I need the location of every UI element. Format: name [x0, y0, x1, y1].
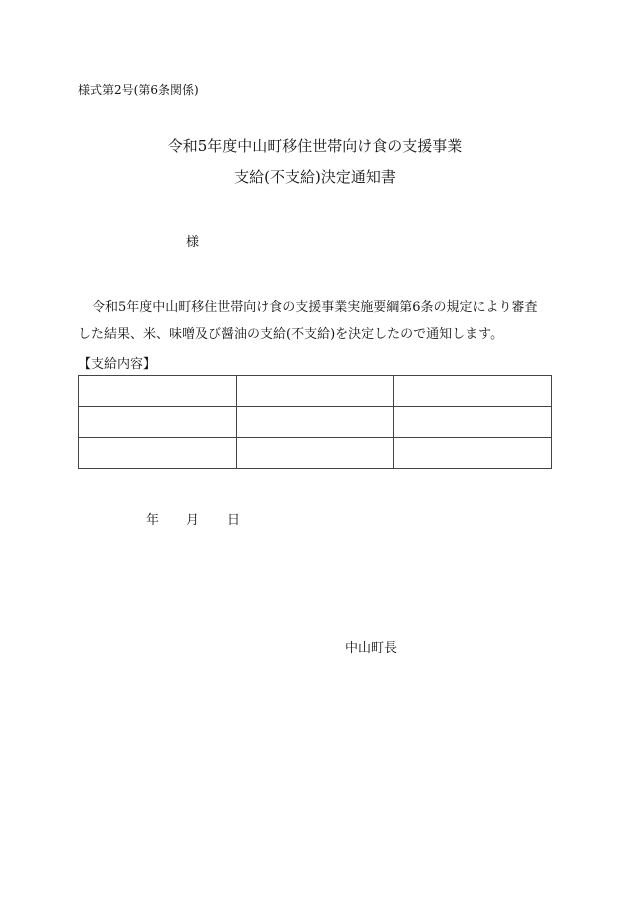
- table-cell: [236, 438, 394, 469]
- issuer-name: 中山町長: [345, 641, 398, 656]
- table-row: [79, 438, 552, 469]
- date-month-label: 月: [186, 513, 200, 528]
- section-label: 【支給内容】: [78, 357, 157, 372]
- table-cell: [236, 376, 394, 407]
- date-day-label: 日: [227, 513, 241, 528]
- body-text-line-1: 令和5年度中山町移住世帯向け食の支援事業実施要綱第6条の規定により審査: [92, 300, 538, 315]
- document-subtitle: 支給(不支給)決定通知書: [234, 168, 396, 186]
- recipient-honorific: 様: [186, 235, 200, 250]
- table-cell: [79, 407, 237, 438]
- table-row: [79, 376, 552, 407]
- table-cell: [394, 438, 552, 469]
- form-number: 様式第2号(第6条関係): [78, 83, 199, 97]
- table-row: [79, 407, 552, 438]
- table-cell: [79, 376, 237, 407]
- payment-detail-table: [78, 375, 552, 469]
- date-year-label: 年: [146, 513, 160, 528]
- table-cell: [236, 407, 394, 438]
- table-cell: [79, 438, 237, 469]
- document-title: 令和5年度中山町移住世帯向け食の支援事業: [167, 137, 463, 155]
- table-cell: [394, 407, 552, 438]
- body-text-line-2: した結果、米、味噌及び醤油の支給(不支給)を決定したので通知します。: [78, 327, 504, 342]
- table-cell: [394, 376, 552, 407]
